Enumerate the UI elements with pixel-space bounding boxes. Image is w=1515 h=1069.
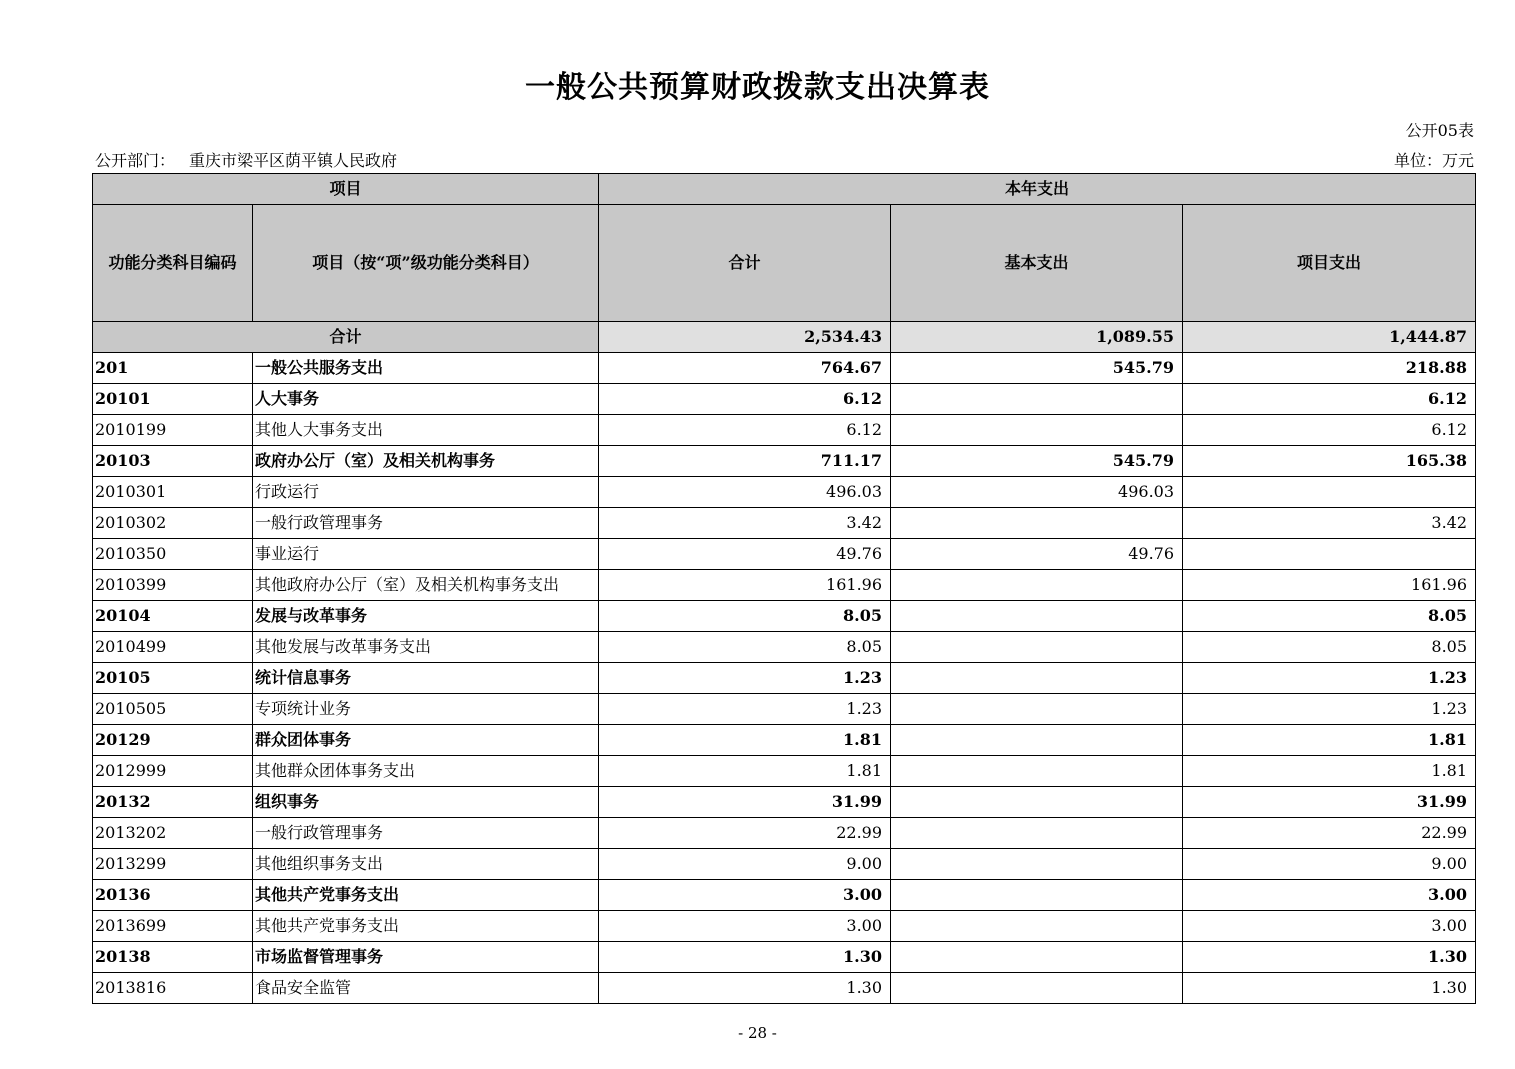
header-row-2 <box>93 205 1476 322</box>
row-basic: 496.03 <box>891 477 1183 508</box>
row-basic <box>891 849 1183 880</box>
table-row <box>93 725 1476 756</box>
row-name: 市场监督管理事务 <box>253 942 599 973</box>
row-name: 其他共产党事务支出 <box>253 911 599 942</box>
table-row <box>93 756 1476 787</box>
row-project: 3.42 <box>1183 508 1476 539</box>
row-name: 其他发展与改革事务支出 <box>253 632 599 663</box>
row-basic <box>891 601 1183 632</box>
row-project: 1.81 <box>1183 725 1476 756</box>
row-name: 专项统计业务 <box>253 694 599 725</box>
header-row-1 <box>93 174 1476 205</box>
row-total: 3.00 <box>599 880 891 911</box>
row-name: 一般公共服务支出 <box>253 353 599 384</box>
row-name: 发展与改革事务 <box>253 601 599 632</box>
row-basic <box>891 880 1183 911</box>
unit-label: 单位：万元 <box>1393 151 1474 170</box>
row-project: 218.88 <box>1183 353 1476 384</box>
table-row <box>93 849 1476 880</box>
table-row <box>93 601 1476 632</box>
row-basic <box>891 415 1183 446</box>
table-row <box>93 787 1476 818</box>
row-basic <box>891 694 1183 725</box>
total-row <box>93 322 1476 353</box>
row-basic: 49.76 <box>891 539 1183 570</box>
row-project: 8.05 <box>1183 632 1476 663</box>
row-basic <box>891 570 1183 601</box>
page-number: - 28 - <box>738 1024 777 1042</box>
row-name: 一般行政管理事务 <box>253 508 599 539</box>
row-total: 496.03 <box>599 477 891 508</box>
row-total: 1.30 <box>599 973 891 1004</box>
row-name: 其他政府办公厅（室）及相关机构事务支出 <box>253 570 599 601</box>
department-label: 公开部门： <box>95 151 176 170</box>
row-code: 2013699 <box>93 911 253 942</box>
row-basic <box>891 663 1183 694</box>
total-basic: 1,089.55 <box>891 322 1183 353</box>
row-project: 1.23 <box>1183 663 1476 694</box>
table-row <box>93 570 1476 601</box>
row-project: 6.12 <box>1183 415 1476 446</box>
row-name: 一般行政管理事务 <box>253 818 599 849</box>
row-basic: 545.79 <box>891 446 1183 477</box>
row-code: 2013202 <box>93 818 253 849</box>
row-code: 20101 <box>93 384 253 415</box>
row-name: 其他群众团体事务支出 <box>253 756 599 787</box>
department-name: 重庆市梁平区荫平镇人民政府 <box>189 151 398 170</box>
row-total: 31.99 <box>599 787 891 818</box>
row-project <box>1183 539 1476 570</box>
header-item: 项目 <box>93 174 599 205</box>
row-total: 3.42 <box>599 508 891 539</box>
row-name: 统计信息事务 <box>253 663 599 694</box>
row-name: 人大事务 <box>253 384 599 415</box>
row-code: 2010199 <box>93 415 253 446</box>
row-total: 49.76 <box>599 539 891 570</box>
row-basic <box>891 756 1183 787</box>
row-project: 161.96 <box>1183 570 1476 601</box>
row-name: 组织事务 <box>253 787 599 818</box>
header-current-year: 本年支出 <box>599 174 1476 205</box>
row-total: 1.81 <box>599 756 891 787</box>
row-code: 20105 <box>93 663 253 694</box>
row-project: 6.12 <box>1183 384 1476 415</box>
table-row <box>93 911 1476 942</box>
header-code: 功能分类科目编码 <box>93 205 253 322</box>
row-total: 8.05 <box>599 632 891 663</box>
table-row <box>93 694 1476 725</box>
row-total: 3.00 <box>599 911 891 942</box>
total-label: 合计 <box>93 322 599 353</box>
table-row <box>93 942 1476 973</box>
row-code: 2010399 <box>93 570 253 601</box>
row-total: 1.23 <box>599 694 891 725</box>
row-project: 3.00 <box>1183 880 1476 911</box>
table-row <box>93 353 1476 384</box>
row-total: 711.17 <box>599 446 891 477</box>
row-code: 2010301 <box>93 477 253 508</box>
row-basic <box>891 725 1183 756</box>
table-row <box>93 415 1476 446</box>
table-row <box>93 446 1476 477</box>
row-name: 其他组织事务支出 <box>253 849 599 880</box>
row-name: 群众团体事务 <box>253 725 599 756</box>
row-basic <box>891 911 1183 942</box>
row-total: 22.99 <box>599 818 891 849</box>
row-total: 1.30 <box>599 942 891 973</box>
row-code: 2013299 <box>93 849 253 880</box>
row-basic <box>891 818 1183 849</box>
row-code: 2013816 <box>93 973 253 1004</box>
total-total: 2,534.43 <box>599 322 891 353</box>
row-basic: 545.79 <box>891 353 1183 384</box>
row-project: 22.99 <box>1183 818 1476 849</box>
row-total: 8.05 <box>599 601 891 632</box>
row-total: 6.12 <box>599 415 891 446</box>
table-row <box>93 539 1476 570</box>
row-name: 其他共产党事务支出 <box>253 880 599 911</box>
table-row <box>93 632 1476 663</box>
table-row <box>93 384 1476 415</box>
row-code: 2010505 <box>93 694 253 725</box>
row-basic <box>891 942 1183 973</box>
table-row <box>93 477 1476 508</box>
table-row <box>93 818 1476 849</box>
row-code: 20136 <box>93 880 253 911</box>
row-code: 20132 <box>93 787 253 818</box>
row-project: 1.23 <box>1183 694 1476 725</box>
row-name: 政府办公厅（室）及相关机构事务 <box>253 446 599 477</box>
row-project <box>1183 477 1476 508</box>
header-project: 项目支出 <box>1183 205 1476 322</box>
header-total: 合计 <box>599 205 891 322</box>
row-basic <box>891 973 1183 1004</box>
row-code: 20138 <box>93 942 253 973</box>
row-total: 161.96 <box>599 570 891 601</box>
table-number: 公开05表 <box>1405 121 1474 140</box>
header-name: 项目（按“项”级功能分类科目） <box>253 205 599 322</box>
row-basic <box>891 384 1183 415</box>
table-row <box>93 663 1476 694</box>
table-body <box>93 353 1476 1004</box>
row-total: 1.81 <box>599 725 891 756</box>
row-basic <box>891 787 1183 818</box>
row-project: 9.00 <box>1183 849 1476 880</box>
row-project: 1.81 <box>1183 756 1476 787</box>
department-line <box>95 148 411 171</box>
total-project: 1,444.87 <box>1183 322 1476 353</box>
row-total: 1.23 <box>599 663 891 694</box>
row-name: 食品安全监管 <box>253 973 599 1004</box>
row-name: 行政运行 <box>253 477 599 508</box>
row-code: 2010302 <box>93 508 253 539</box>
budget-table <box>92 173 1476 1004</box>
row-total: 9.00 <box>599 849 891 880</box>
row-name: 事业运行 <box>253 539 599 570</box>
row-code: 20103 <box>93 446 253 477</box>
header-basic: 基本支出 <box>891 205 1183 322</box>
table-row <box>93 508 1476 539</box>
row-code: 20129 <box>93 725 253 756</box>
row-total: 6.12 <box>599 384 891 415</box>
table-row <box>93 880 1476 911</box>
row-total: 764.67 <box>599 353 891 384</box>
row-code: 201 <box>93 353 253 384</box>
table-row <box>93 973 1476 1004</box>
row-code: 20104 <box>93 601 253 632</box>
row-basic <box>891 508 1183 539</box>
row-code: 2010350 <box>93 539 253 570</box>
row-project: 165.38 <box>1183 446 1476 477</box>
document-title: 一般公共预算财政拨款支出决算表 <box>525 70 990 105</box>
row-project: 3.00 <box>1183 911 1476 942</box>
row-project: 1.30 <box>1183 973 1476 1004</box>
row-code: 2012999 <box>93 756 253 787</box>
row-project: 8.05 <box>1183 601 1476 632</box>
row-code: 2010499 <box>93 632 253 663</box>
row-project: 1.30 <box>1183 942 1476 973</box>
row-project: 31.99 <box>1183 787 1476 818</box>
row-basic <box>891 632 1183 663</box>
row-name: 其他人大事务支出 <box>253 415 599 446</box>
